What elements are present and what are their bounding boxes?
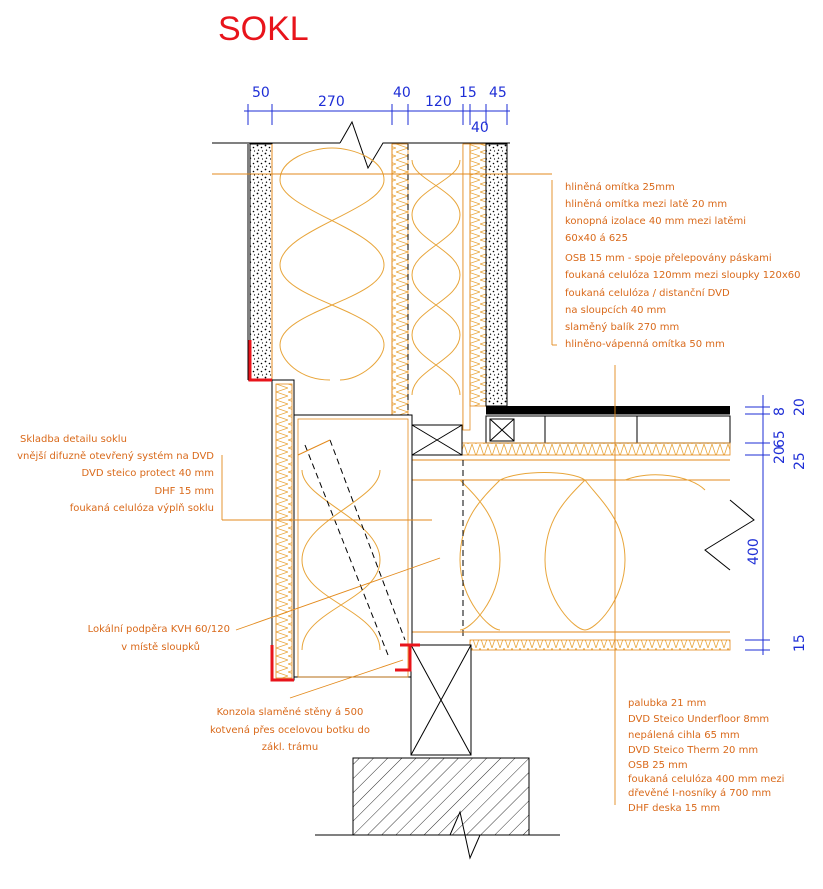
dim-15: 15 [459, 85, 477, 101]
support-note-line-1: Lokální podpěra KVH 60/120 [87, 624, 230, 635]
wall-layer-10: hliněno-vápenná omítka 50 mm [565, 339, 725, 350]
wall-layer-9: slaměný balík 270 mm [565, 322, 680, 333]
support-note-line-2: v místě sloupků [121, 642, 200, 653]
foundation-beam [353, 758, 529, 835]
floor-layer-8: DHF deska 15 mm [628, 803, 721, 814]
sokl-assembly [272, 380, 462, 680]
bracket-note [210, 706, 370, 753]
sokl-heading: Skladba detailu soklu [20, 434, 127, 445]
wall-layer-2: hliněná omítka mezi latě 20 mm [565, 199, 728, 210]
dim-40: 40 [393, 85, 411, 101]
cellulose-layer [412, 144, 463, 430]
top-dimensions [244, 85, 510, 136]
floor-layer-notes [628, 698, 784, 814]
floor-layer-6: foukaná celulóza 400 mm mezi [628, 774, 785, 785]
sokl-layer-1: vnější difuzně otevřený systém na DVD [17, 451, 214, 462]
floor-layer-4: DVD Steico Therm 20 mm [628, 745, 759, 756]
floor-layer-2: DVD Steico Underfloor 8mm [628, 714, 770, 725]
bracket-note-line-3: zákl. trámu [261, 742, 319, 753]
floor-layer-7: dřevěné I-nosníky á 700 mm [628, 788, 772, 799]
dim-25: 25 [792, 452, 808, 470]
floor-layer-3: nepálená cihla 65 mm [628, 730, 740, 741]
bracket-note-line-1: Konzola slaměné stěny á 500 [216, 707, 364, 718]
wall-layer-8: na sloupcích 40 mm [565, 305, 667, 316]
outer-plaster [250, 144, 272, 380]
dim-20: 20 [792, 398, 808, 416]
floor-layer-1: palubka 21 mm [628, 698, 707, 709]
dim-40-second: 40 [471, 120, 489, 136]
bracket-note-line-2: kotvená přes ocelovou botku do [209, 725, 371, 736]
sokl-layer-3: DHF 15 mm [154, 486, 214, 497]
dim-20-second: 20 [772, 446, 788, 464]
dim-8: 8 [772, 407, 788, 416]
right-dimensions [745, 395, 808, 655]
drawing-title: SOKL [218, 10, 309, 48]
support-note [88, 623, 230, 653]
wall-layer-notes [565, 181, 800, 350]
wall-layer-5: OSB 15 mm - spoje přelepovány páskami [565, 253, 772, 264]
straw-bale-layer [272, 144, 392, 415]
dim-15-right: 15 [792, 634, 808, 652]
dim-270: 270 [318, 94, 345, 110]
sokl-layer-notes [17, 434, 214, 514]
wall-layer-7: foukaná celulóza / distanční DVD [565, 288, 730, 299]
dim-65: 65 [772, 430, 788, 448]
dim-400: 400 [746, 538, 762, 565]
sokl-layer-2: DVD steico protect 40 mm [81, 468, 214, 479]
wall-layer-4: 60x40 á 625 [565, 233, 628, 244]
wall-layer-1: hliněná omítka 25mm [565, 182, 675, 193]
dim-45: 45 [489, 85, 507, 101]
floor-layer-5: OSB 25 mm [628, 760, 688, 771]
dim-50: 50 [252, 85, 270, 101]
wall-layer-3: konopná izolace 40 mm mezi latěmi [565, 216, 747, 227]
dim-120: 120 [425, 94, 452, 110]
wall-layer-6: foukaná celulóza 120mm mezi sloupky 120x60 [565, 270, 801, 281]
sokl-layer-4: foukaná celulóza výplň soklu [69, 503, 214, 514]
